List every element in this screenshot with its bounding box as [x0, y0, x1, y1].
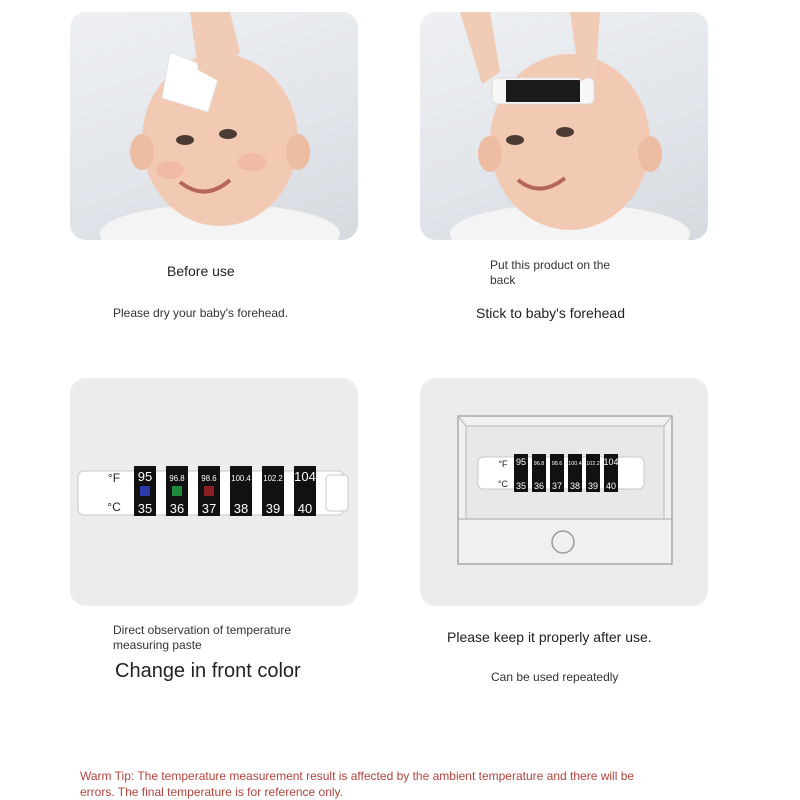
- celsius-label: 35: [137, 501, 153, 516]
- box-strip-unit-c: °C: [497, 479, 509, 489]
- fahrenheit-label: 102.2: [263, 474, 283, 483]
- fahrenheit-label: 98.6: [551, 461, 563, 467]
- strip-unit-f: °F: [107, 471, 121, 485]
- color-indicator: [140, 486, 150, 496]
- step4-caption: Can be used repeatedly: [491, 670, 619, 684]
- step1-title: Before use: [167, 263, 235, 279]
- celsius-label: 39: [587, 481, 599, 491]
- celsius-label: 36: [169, 501, 185, 516]
- color-indicator: [204, 486, 214, 496]
- storage-panel: [420, 378, 708, 606]
- celsius-label: 38: [569, 481, 581, 491]
- stick-strip-photo: [420, 12, 708, 240]
- fahrenheit-label: 96.8: [169, 474, 185, 483]
- storage-box-illustration: [420, 378, 708, 606]
- celsius-label: 37: [551, 481, 563, 491]
- step4-title: Please keep it properly after use.: [447, 629, 652, 645]
- baby-strip-illustration: [420, 12, 708, 240]
- baby-drying-illustration: [70, 12, 358, 240]
- celsius-label: 36: [533, 481, 545, 491]
- fahrenheit-label: 102.2: [586, 461, 600, 467]
- strip-unit-c: °C: [107, 500, 121, 514]
- step2-caption: Stick to baby's forehead: [476, 305, 625, 321]
- fahrenheit-label: 96.8: [533, 461, 545, 467]
- celsius-label: 37: [201, 501, 217, 516]
- fahrenheit-label: 104: [294, 469, 316, 484]
- celsius-label: 40: [297, 501, 313, 516]
- warm-tip: Warm Tip: The temperature measurement result is affected by the ambient temperature and there will be errors. The final temperature is for reference only.: [80, 769, 635, 799]
- step3-caption: Change in front color: [115, 660, 301, 682]
- fahrenheit-label: 100.4: [231, 474, 251, 483]
- celsius-label: 40: [605, 481, 617, 491]
- fahrenheit-label: 95: [137, 469, 153, 484]
- step1-caption: Please dry your baby's forehead.: [113, 306, 289, 320]
- fahrenheit-label: 98.6: [201, 474, 217, 483]
- celsius-label: 35: [515, 481, 527, 491]
- fahrenheit-label: 95: [515, 457, 527, 467]
- box-strip-unit-f: °F: [498, 459, 508, 469]
- strip-closeup-panel: [70, 378, 358, 606]
- thermometer-strip-large: [70, 378, 358, 606]
- step2-title: Put this product on the back: [490, 258, 611, 287]
- celsius-label: 39: [265, 501, 281, 516]
- fahrenheit-label: 100.4: [568, 461, 582, 467]
- color-indicator: [172, 486, 182, 496]
- fahrenheit-label: 104: [603, 457, 619, 467]
- before-use-photo: [70, 12, 358, 240]
- celsius-label: 38: [233, 501, 249, 516]
- step3-title: Direct observation of temperature measuring paste: [113, 623, 292, 652]
